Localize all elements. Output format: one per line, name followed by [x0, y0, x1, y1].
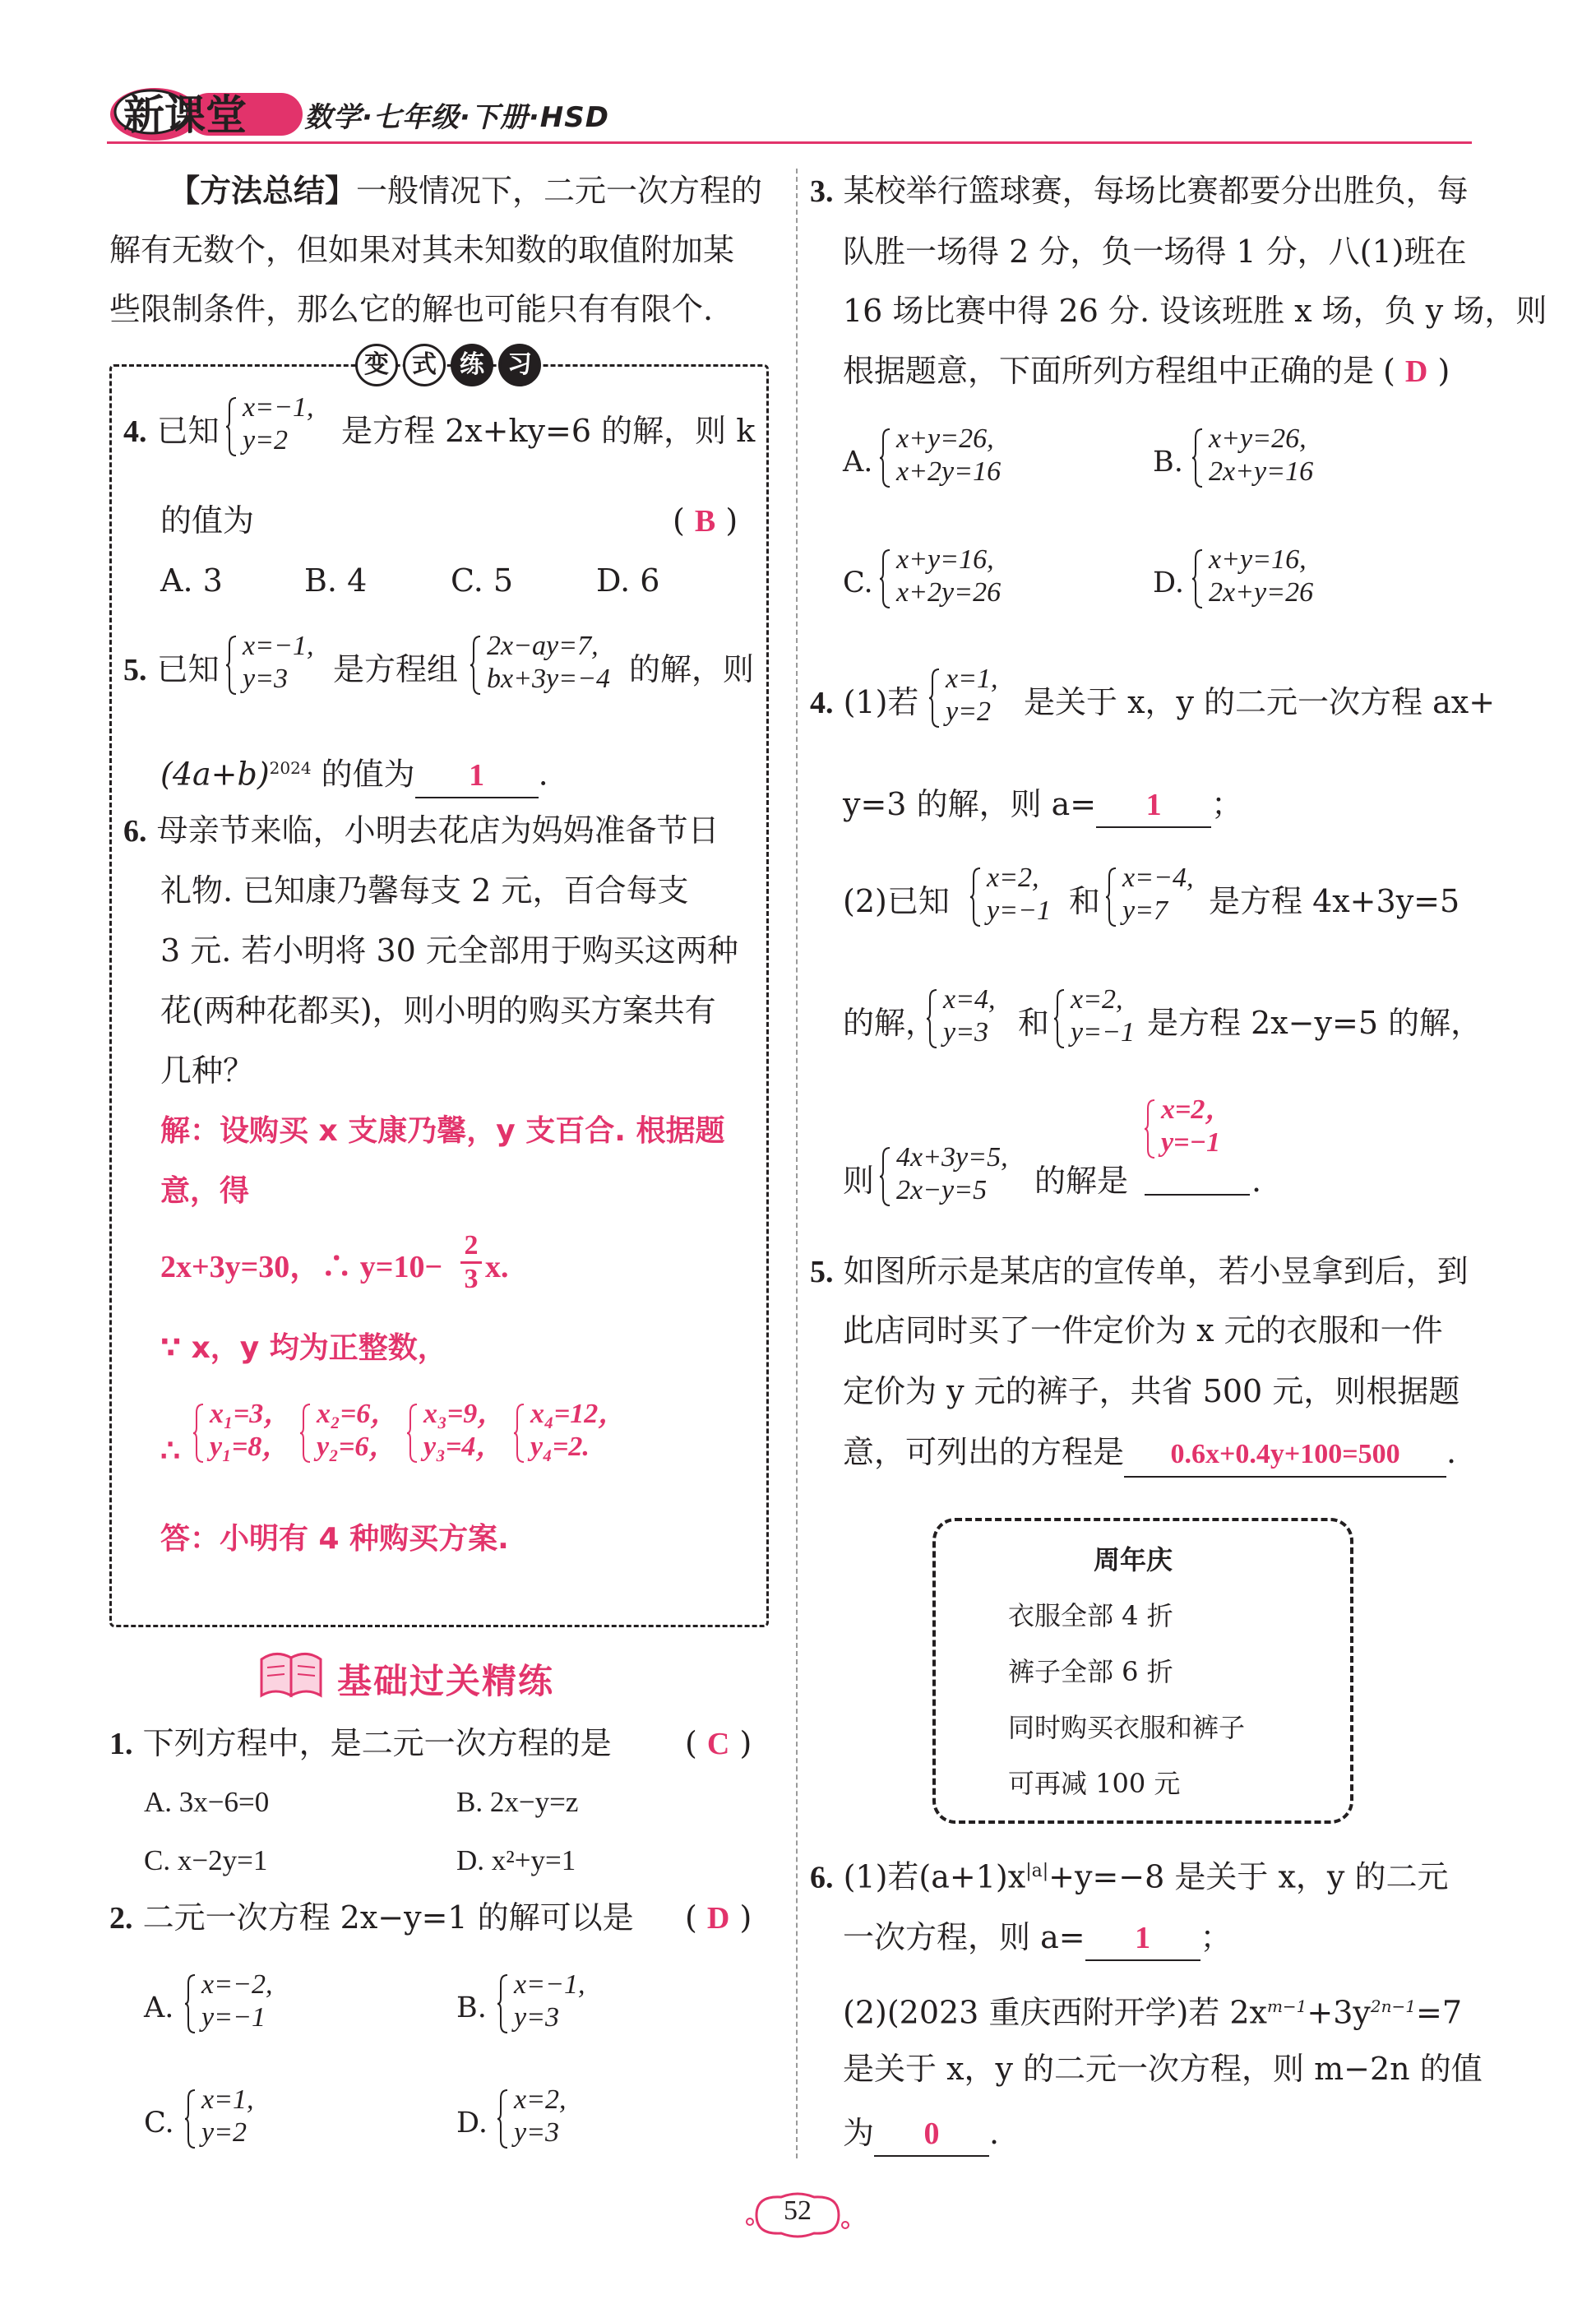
bq2-label-d: D. [456, 2107, 488, 2140]
rq3-line3: 16 场比赛中得 26 分. 设该班胜 x 场，负 y 场，则 [843, 293, 1547, 329]
answer-mark: 1 [1145, 788, 1162, 822]
rq6-line3: (2)(2023 重庆西附开学)若 $2x^{m-1}+3y^{2n-1}=7$ [843, 1994, 1463, 2031]
bq2-text: 2. 二元一次方程 2x−y=1 的解可以是 [109, 1899, 634, 1936]
book-icon [255, 1645, 329, 1702]
variant-char: 习 [498, 344, 541, 386]
vq6-line1: 6. 母亲节来临，小明去花店为妈妈准备节日 [123, 812, 719, 849]
rq3-label-d: D. [1153, 567, 1184, 599]
rq4-p2-l2-post: 是方程 2x−y=5 的解， [1147, 1005, 1483, 1041]
rq3-label-a: A. [843, 446, 873, 479]
rq6-line4: 是关于 x，y 的二元一次方程，则 m−2n 的值 [843, 2051, 1483, 2087]
bq1-option-c: C. x−2y=1 [144, 1844, 268, 1876]
page-number: 52 [784, 2195, 812, 2226]
rq4-p2-pre: (2)已知 [843, 883, 950, 919]
promo-line-3: 同时购买衣服和裤子 [1008, 1712, 1246, 1743]
rq3-line1: 3. 某校举行篮球赛，每场比赛都要分出胜负，每 [810, 173, 1469, 209]
bq1-option-a: A. 3x−6=0 [144, 1786, 270, 1818]
bq1-option-d: D. x²+y=1 [456, 1844, 576, 1876]
rq4-p1-line2: y=3 的解，则 a= 1 ； [843, 783, 1242, 828]
bq1-option-b: B. 2x−y=z [456, 1786, 579, 1818]
rq3-label-c: C. [843, 567, 873, 599]
rq3-line2: 队胜一场得 2 分，负一场得 1 分，八(1)班在 [843, 234, 1467, 270]
vq6-equation: 2x+3y=30，∴ y=10− [160, 1250, 443, 1284]
answer-mark: B [694, 504, 716, 539]
vq4-line2: 的值为 [160, 502, 255, 539]
answer-mark: D [706, 1901, 730, 1936]
rq4-p2-l2-pre: 的解， [843, 1005, 937, 1041]
variant-char: 变 [355, 344, 398, 386]
rq5-line2: 此店同时买了一件定价为 x 元的衣服和一件 [843, 1312, 1443, 1348]
vq6-condition: ∵ x，y 均为正整数， [160, 1331, 447, 1365]
vq6-line5: 几种？ [160, 1052, 255, 1089]
rq3-answer: ( D ) [1383, 353, 1450, 389]
bq2-answer: ( D ) [685, 1899, 752, 1936]
section-title: 基础过关精练 [337, 1661, 555, 1701]
vq6-equation-tail: x. [485, 1250, 509, 1284]
promo-title: 周年庆 [1094, 1544, 1173, 1575]
vq4-mid: 是方程 2x+ky=6 的解，则 k [341, 413, 756, 449]
variant-title [355, 344, 541, 386]
vq6-line4: 花(两种花都买)，则小明的购买方案共有 [160, 992, 716, 1029]
rq5-line4: 意，可列出的方程是 0.6x+0.4y+100=500 . [843, 1431, 1456, 1478]
promo-line-1: 衣服全部 4 折 [1008, 1600, 1173, 1631]
bq1-text: 1. 下列方程中，是二元一次方程的是 [109, 1725, 612, 1761]
bq1-answer: ( C ) [685, 1725, 752, 1761]
bq2-label-c: C. [144, 2107, 174, 2140]
rq4-p2-l3-pre: 则 [843, 1163, 875, 1199]
rq5-line1: 5. 如图所示是某店的宣传单，若小昱拿到后，到 [810, 1253, 1469, 1289]
column-divider [796, 169, 798, 2158]
bq2-label-a: A. [144, 1991, 174, 2024]
vq4-option-c: C. 5 [451, 562, 514, 599]
vq6-line3: 3 元. 若小明将 30 元全部用于购买这两种 [160, 932, 738, 969]
vq5-line2: $(4a+b)^{2024}$ 的值为 1 . [160, 747, 548, 798]
vq4-answer: ( B ) [673, 502, 738, 539]
logo-text [123, 82, 247, 141]
vq6-solution-2: 意，得 [160, 1174, 250, 1208]
vq6-fraction: 2 3 [460, 1230, 482, 1295]
vq6-line2: 礼物. 已知康乃馨每支 2 元，百合每支 [160, 872, 689, 909]
logo-label: 新课堂 [123, 91, 247, 139]
rq4-p2-end: . [1251, 1163, 1262, 1199]
promo-line-4: 可再减 100 元 [1008, 1768, 1181, 1799]
rq4-p2-post: 是方程 4x+3y=5 [1209, 883, 1460, 919]
answer-mark: 1 [469, 757, 485, 793]
vq5-mid: 是方程组 [333, 651, 459, 687]
rq6-line5: 为 0 . [843, 2112, 999, 2157]
rq4-p2-and2: 和 [1018, 1005, 1050, 1041]
header-subtitle: 数学·七年级·下册·HSD [304, 101, 609, 134]
method-line-2: 解有无数个，但如果对其未知数的取值附加某 [109, 232, 735, 268]
rq6-line1: 6. (1)若$(a+1)x^{|a|}+y=-8$ 是关于 x，y 的二元 [810, 1858, 1449, 1895]
variant-char: 练 [451, 344, 493, 386]
vq4-option-b: B. 4 [304, 562, 368, 599]
rq6-line2: 一次方程，则 a= 1 ； [843, 1916, 1232, 1961]
rq4-p2-l3-mid: 的解是 [1034, 1163, 1129, 1199]
vq6-therefore: ∴ [160, 1432, 181, 1469]
vq6-final-answer: 答：小明有 4 种购买方案. [160, 1522, 509, 1556]
vq4-line1: 4. 已知 [123, 413, 220, 449]
header-rule [107, 141, 1472, 144]
answer-mark: D [1404, 354, 1428, 389]
vq4-option-a: A. 3 [160, 562, 223, 599]
answer-mark: 0 [923, 2116, 940, 2151]
vq5-post: 的解，则 [629, 651, 755, 687]
rq4-p2-and: 和 [1069, 883, 1101, 919]
vq5-line1: 5. 已知 [123, 651, 220, 687]
answer-mark: C [706, 1727, 730, 1761]
vq6-solution-1: 解：设购买 x 支康乃馨，y 支百合. 根据题 [160, 1114, 725, 1148]
variant-char: 式 [403, 344, 446, 386]
answer-mark: 1 [1135, 1921, 1151, 1955]
rq4-p1-post: 是关于 x，y 的二元一次方程 ax+ [1024, 684, 1496, 720]
method-tag: 【方法总结】 [169, 173, 357, 209]
rq4-p2-answer-blank [1145, 1194, 1250, 1196]
bq2-label-b: B. [456, 1991, 487, 2024]
method-line-1: 【方法总结】一般情况下，二元一次方程的 [169, 173, 763, 209]
answer-mark: 0.6x+0.4y+100=500 [1170, 1439, 1400, 1469]
rq3-line4: 根据题意，下面所列方程组中正确的是 [843, 353, 1375, 389]
method-line-3: 些限制条件，那么它的解也可能只有有限个. [109, 291, 714, 327]
rq4-line1: 4. (1)若 [810, 684, 919, 720]
vq4-option-d: D. 6 [596, 562, 660, 599]
rq3-label-b: B. [1153, 446, 1183, 479]
promo-line-2: 裤子全部 6 折 [1008, 1656, 1173, 1687]
rq5-line3: 定价为 y 元的裤子，共省 500 元，则根据题 [843, 1373, 1460, 1409]
